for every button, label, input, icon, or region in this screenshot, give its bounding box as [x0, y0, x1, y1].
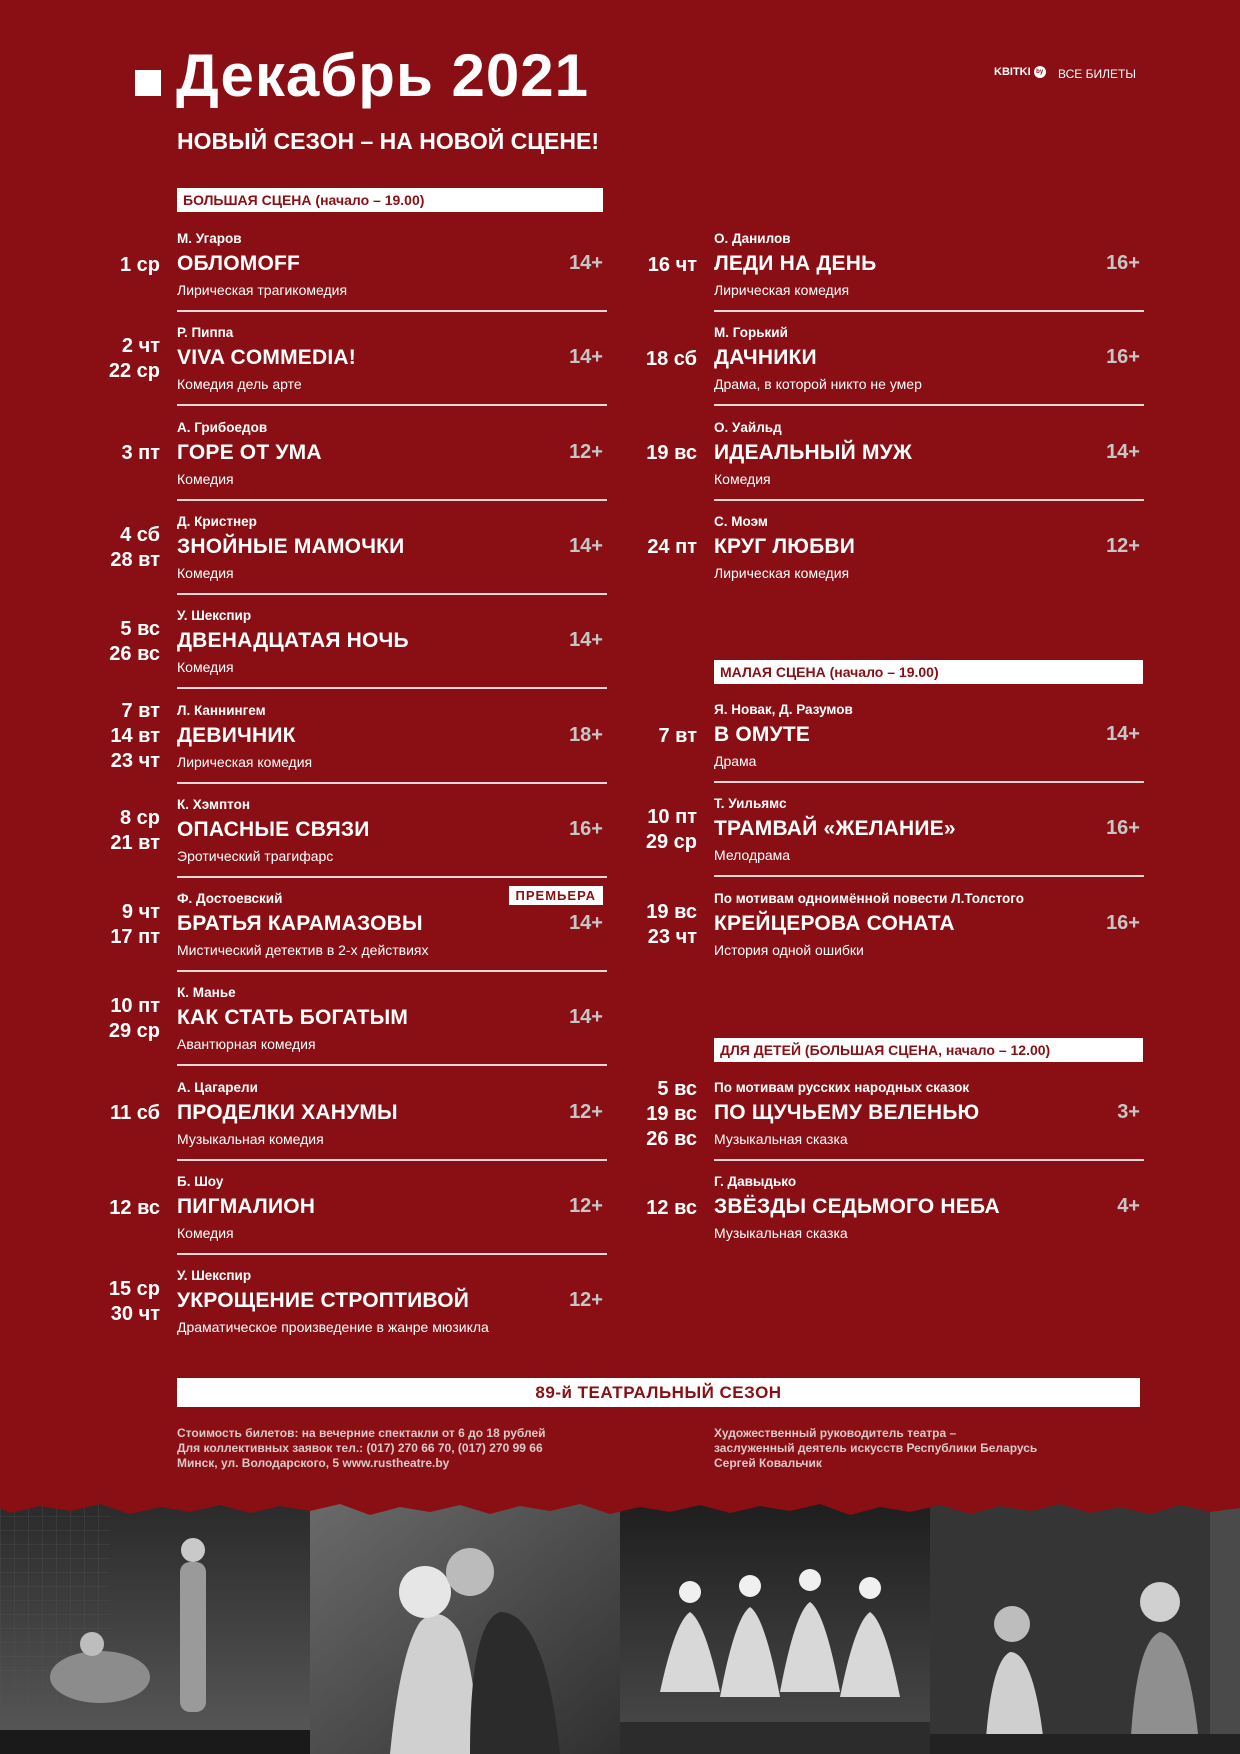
entry-date-line: 12 вс	[646, 1196, 697, 1219]
footer-info-left	[177, 1426, 546, 1471]
entry-genre: Комедия	[714, 470, 771, 487]
schedule-entry	[647, 501, 1144, 595]
stage-photos-illustration	[0, 1502, 1240, 1754]
page-title: Декабрь 2021	[176, 42, 589, 109]
schedule-entry	[110, 1067, 607, 1161]
entry-dates	[634, 724, 697, 749]
age-rating-badge: 14+	[569, 346, 603, 369]
entry-date-line: 29 ср	[108, 1020, 160, 1043]
age-rating-badge: 14+	[569, 629, 603, 652]
small-stage-start: (начало – 19.00)	[829, 664, 939, 680]
entry-genre: Авантюрная комедия	[177, 1036, 316, 1053]
schedule-entry	[121, 407, 607, 501]
age-rating-badge: 16+	[1106, 817, 1140, 840]
entry-date-line: 14 вт	[110, 725, 160, 747]
entry-date-line: 26 вс	[109, 643, 160, 666]
schedule-entry	[108, 1255, 607, 1349]
entry-dates	[634, 1196, 697, 1221]
entry-author: С. Моэм	[714, 513, 768, 529]
age-rating-badge: 14+	[569, 1006, 603, 1029]
entry-date-line: 19 вс	[646, 900, 697, 923]
entry-date-line: 5 вс	[120, 618, 160, 641]
age-rating-badge: 12+	[569, 1289, 603, 1312]
torn-paper-edge	[0, 1490, 1240, 1520]
entry-date-line: 15 ср	[108, 1278, 160, 1301]
entry-dates	[97, 699, 160, 774]
entry-author: Г. Давыдько	[714, 1174, 797, 1190]
age-rating-badge: 16+	[1106, 346, 1140, 369]
schedule-entry	[647, 218, 1144, 312]
entry-genre: Комедия	[177, 564, 234, 581]
entry-genre: Лирическая комедия	[714, 564, 850, 581]
schedule-entry	[646, 407, 1144, 501]
age-rating-badge: 14+	[1106, 440, 1140, 463]
schedule-entry	[658, 689, 1144, 783]
entry-title[interactable]: ПРОДЕЛКИ ХАНУМЫ	[177, 1100, 398, 1124]
entry-author: По мотивам одноимённой повести Л.Толстого	[714, 890, 1024, 906]
kids-header	[714, 1038, 1143, 1062]
schedule-entry	[119, 218, 607, 312]
big-stage-title: БОЛЬШАЯ СЦЕНА	[183, 192, 312, 208]
entry-title[interactable]: ПО ЩУЧЬЕМУ ВЕЛЕНЬЮ	[714, 1101, 980, 1124]
age-rating-badge: 16+	[569, 817, 603, 840]
entry-genre: Лирическая комедия	[177, 753, 313, 770]
footer-phones: Для коллективных заявок тел.: (017) 270 66 70, (017) 270 99 66	[177, 1441, 543, 1455]
schedule-entry	[110, 501, 607, 595]
age-rating-badge: 4+	[1117, 1195, 1140, 1218]
small-stage-header	[714, 660, 1143, 684]
entry-date-line: 1 ср	[119, 253, 160, 276]
entry-dates	[97, 523, 160, 573]
entry-dates	[97, 334, 160, 384]
entry-dates	[97, 617, 160, 667]
entry-author: М. Горький	[714, 325, 788, 341]
schedule-entry	[109, 595, 607, 689]
entry-author: Р. Пиппа	[177, 325, 234, 341]
entry-dates	[97, 994, 160, 1044]
age-rating-badge: 16+	[1106, 911, 1140, 934]
age-rating-badge: 18+	[569, 723, 603, 746]
schedule-entry	[108, 972, 607, 1066]
entry-author: Т. Уильямс	[714, 796, 787, 812]
entry-author: О. Данилов	[714, 231, 791, 246]
entry-date-line: 22 ср	[108, 360, 160, 383]
entry-genre: Драма, в которой никто не умер	[714, 376, 922, 393]
entry-dates	[97, 253, 160, 278]
entry-title[interactable]: ЗНОЙНЫЕ МАМОЧКИ	[177, 534, 405, 558]
all-tickets-link[interactable]: ВСЕ БИЛЕТЫ	[1058, 67, 1136, 81]
page-subtitle: НОВЫЙ СЕЗОН – НА НОВОЙ СЦЕНЕ!	[177, 128, 599, 154]
footer-prices: Стоимость билетов: на вечерние спектакли от 6 до 18 рублей	[177, 1426, 546, 1440]
schedule-entry	[646, 1067, 1144, 1161]
entry-title[interactable]: КРУГ ЛЮБВИ	[714, 534, 856, 558]
entry-dates	[634, 1077, 697, 1152]
schedule-entry	[110, 690, 607, 784]
age-rating-badge: 3+	[1117, 1101, 1140, 1123]
age-rating-badge: 12+	[569, 440, 603, 463]
entry-dates	[634, 900, 697, 950]
entry-dates	[97, 1277, 160, 1327]
schedule-entry	[645, 312, 1144, 406]
entry-title[interactable]: БРАТЬЯ КАРАМАЗОВЫ	[177, 912, 423, 936]
entry-genre: Комедия дель арте	[177, 376, 302, 393]
entry-title[interactable]: ДАЧНИКИ	[714, 346, 817, 370]
entry-genre: Драма	[714, 753, 757, 769]
age-rating-badge: 16+	[1106, 252, 1140, 274]
entry-date-line: 7 вт	[121, 700, 160, 722]
entry-genre: Комедия	[177, 470, 234, 487]
entry-genre: Лирическая трагикомедия	[177, 282, 348, 298]
entry-date-line: 30 чт	[110, 1303, 160, 1326]
entry-date-line: 16 чт	[647, 253, 697, 276]
entry-author: М. Угаров	[177, 231, 242, 246]
entry-genre: Комедия	[177, 1225, 234, 1241]
entry-date-line: 2 чт	[121, 335, 160, 358]
entry-author: Д. Кристнер	[177, 513, 257, 529]
entry-date-line: 28 вт	[110, 548, 160, 571]
entry-author: А. Цагарели	[177, 1079, 258, 1095]
entry-author: Б. Шоу	[177, 1174, 224, 1189]
entry-title[interactable]: ДЕВИЧНИК	[177, 723, 296, 747]
entry-title[interactable]: В ОМУТЕ	[714, 723, 811, 746]
entry-date-line: 7 вт	[658, 724, 697, 747]
footer-director-role: Художественный руководитель театра –	[714, 1426, 957, 1440]
entry-title[interactable]: ИДЕАЛЬНЫЙ МУЖ	[714, 440, 913, 464]
entry-dates	[634, 535, 697, 560]
age-rating-badge: 12+	[569, 1195, 603, 1217]
entry-date-line: 23 чт	[110, 750, 160, 772]
entry-date-line: 26 вс	[646, 1127, 697, 1150]
entry-dates	[97, 441, 160, 466]
entry-date-line: 18 сб	[645, 347, 697, 370]
entry-author: Ф. Достоевский	[177, 891, 283, 907]
age-rating-badge: 14+	[569, 912, 603, 935]
entry-genre: Лирическая комедия	[714, 282, 850, 298]
entry-title[interactable]: ЗВЁЗДЫ СЕДЬМОГО НЕБА	[714, 1195, 1000, 1219]
entry-title[interactable]: ПИГМАЛИОН	[177, 1195, 316, 1218]
entry-title[interactable]: ОБЛОМOFF	[177, 252, 301, 275]
entry-date-line: 9 чт	[121, 901, 160, 924]
schedule-entry	[646, 878, 1144, 972]
kvitki-logo-text: KBITKI	[994, 66, 1031, 78]
age-rating-badge: 12+	[569, 1100, 603, 1123]
entry-title[interactable]: ОПАСНЫЕ СВЯЗИ	[177, 817, 370, 841]
age-rating-badge: 14+	[1106, 723, 1140, 745]
entry-date-line: 3 пт	[121, 442, 160, 465]
entry-author: У. Шекспир	[177, 1268, 252, 1284]
schedule-entry	[110, 784, 607, 878]
entry-title[interactable]: ЛЕДИ НА ДЕНЬ	[714, 252, 877, 275]
schedule-entry	[108, 312, 607, 406]
entry-author: К. Хэмптон	[177, 796, 250, 812]
entry-author: А. Грибоедов	[177, 419, 268, 435]
entry-genre: Мистический детектив в 2-х действиях	[177, 942, 429, 959]
entry-author: У. Шекспир	[177, 608, 252, 624]
footer-address: Минск, ул. Володарского, 5 www.rustheatre.by	[177, 1456, 450, 1470]
title-square-bullet	[135, 70, 161, 96]
entry-title[interactable]: ДВЕНАДЦАТАЯ НОЧЬ	[177, 629, 409, 653]
entry-date-line: 8 ср	[119, 806, 160, 829]
entry-genre: Музыкальная комедия	[177, 1130, 324, 1147]
kids-title: ДЛЯ ДЕТЕЙ (БОЛЬШАЯ СЦЕНА,	[720, 1042, 942, 1058]
entry-title[interactable]: УКРОЩЕНИЕ СТРОПТИВОЙ	[177, 1289, 470, 1313]
entry-title[interactable]: ТРАМВАЙ «ЖЕЛАНИЕ»	[714, 817, 956, 841]
entry-genre: Мелодрама	[714, 847, 791, 864]
entry-genre: Музыкальная сказка	[714, 1225, 848, 1242]
entry-author: Я. Новак, Д. Разумов	[714, 702, 853, 717]
entry-author: По мотивам русских народных сказок	[714, 1080, 970, 1095]
schedule-entry	[645, 783, 1144, 877]
entry-title[interactable]: КАК СТАТЬ БОГАТЫМ	[177, 1006, 409, 1030]
entry-author: К. Манье	[177, 985, 236, 1001]
entry-date-line: 19 вс	[646, 442, 697, 465]
entry-date-line: 4 сб	[120, 523, 160, 546]
entry-date-line: 24 пт	[647, 536, 697, 559]
entry-genre: Комедия	[177, 659, 234, 676]
schedule-entry	[109, 1161, 607, 1255]
kvitki-by-icon: by	[1034, 66, 1046, 78]
entry-genre: Драматическое произведение в жанре мюзикла	[177, 1319, 489, 1336]
entry-dates	[634, 441, 697, 466]
entry-date-line: 10 пт	[647, 806, 697, 829]
age-rating-badge: 14+	[569, 534, 603, 557]
entry-dates	[634, 805, 697, 855]
entry-dates	[97, 900, 160, 950]
entry-date-line: 10 пт	[110, 995, 160, 1018]
entry-dates	[97, 806, 160, 856]
footer-director-name: Сергей Ковальчик	[714, 1456, 822, 1470]
big-stage-start: (начало – 19.00)	[315, 192, 425, 208]
entry-date-line: 12 вс	[109, 1196, 160, 1219]
entry-date-line: 29 ср	[645, 831, 697, 854]
entry-genre: История одной ошибки	[714, 941, 864, 958]
entry-date-line: 21 вт	[110, 831, 160, 854]
entry-dates	[97, 1196, 160, 1221]
entry-author: О. Уайльд	[714, 419, 782, 435]
age-rating-badge: 12+	[1106, 534, 1140, 557]
kids-start: начало – 12.00)	[945, 1042, 1051, 1058]
footer-info-right	[714, 1426, 1037, 1471]
entry-title[interactable]: КРЕЙЦЕРОВА СОНАТА	[714, 911, 955, 935]
entry-title[interactable]: VIVA COMMEDIA!	[177, 346, 356, 370]
big-stage-header	[177, 188, 603, 212]
entry-date-line: 11 сб	[110, 1102, 160, 1125]
entry-date-line: 19 вс	[646, 1102, 697, 1125]
entry-date-line: 23 чт	[647, 925, 697, 948]
entry-date-line: 5 вс	[657, 1077, 697, 1100]
photo-strip	[0, 1502, 1240, 1754]
premiere-badge: ПРЕМЬЕРА	[509, 886, 603, 905]
entry-title[interactable]: ГОРЕ ОТ УМА	[177, 440, 322, 464]
schedule-entry	[646, 1161, 1144, 1255]
small-stage-title: МАЛАЯ СЦЕНА	[720, 664, 826, 680]
schedule-entry	[110, 878, 607, 972]
entry-dates	[634, 253, 697, 278]
age-rating-badge: 14+	[569, 252, 603, 274]
entry-genre: Музыкальная сказка	[714, 1131, 848, 1147]
entry-date-line: 17 пт	[110, 926, 160, 949]
entry-dates	[97, 1101, 160, 1126]
entry-author: Л. Каннингем	[177, 702, 266, 718]
kvitki-logo[interactable]	[994, 66, 1046, 78]
footer-director-title: заслуженный деятель искусств Республики Беларусь	[714, 1441, 1038, 1455]
entry-dates	[634, 347, 697, 372]
entry-genre: Эротический трагифарс	[177, 847, 334, 864]
season-banner: 89-й ТЕАТРАЛЬНЫЙ СЕЗОН	[177, 1378, 1140, 1407]
